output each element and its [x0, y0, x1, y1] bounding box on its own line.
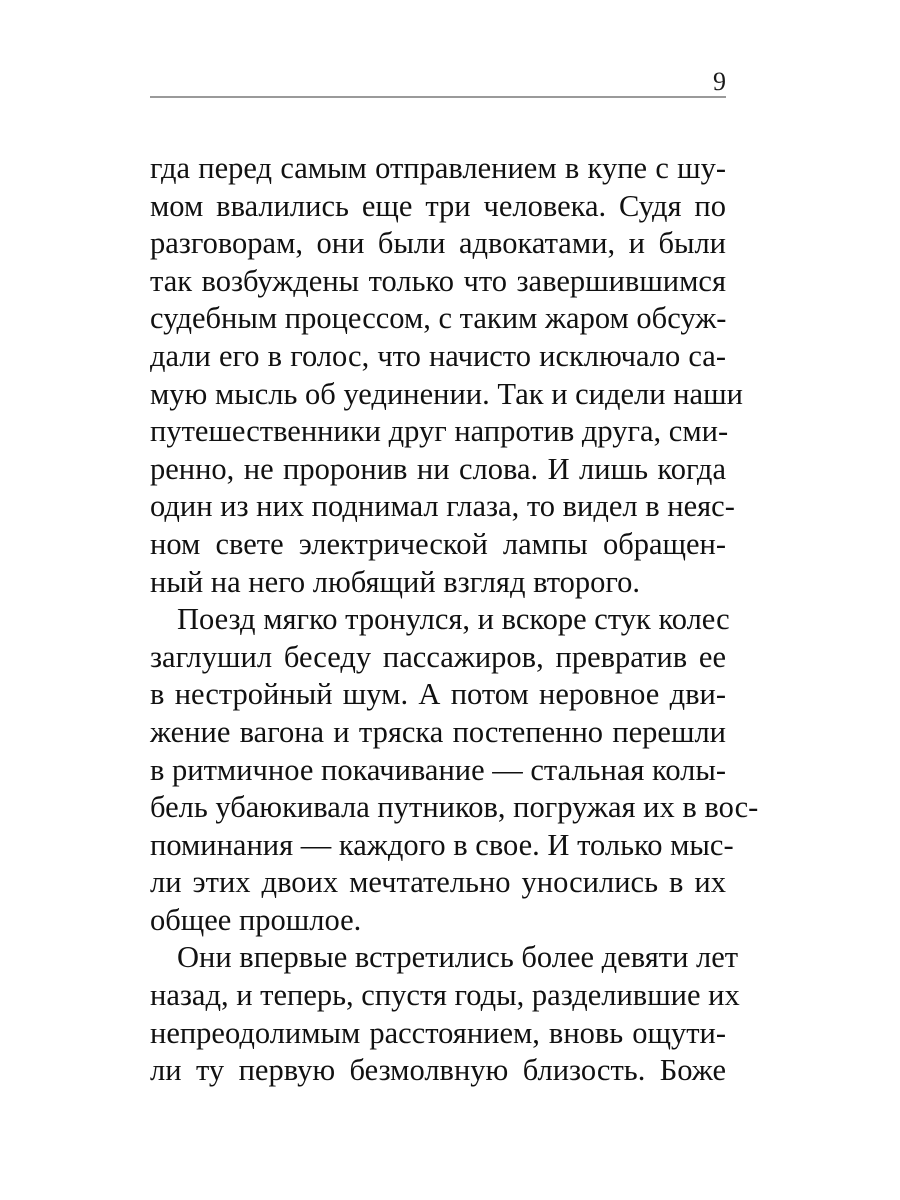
- text-line: в ритмичное покачивание — стальная колы-: [150, 752, 727, 787]
- text-line: путешественники друг напротив друга, сми-: [150, 414, 729, 449]
- text-line: ли ту первую безмолвную близость. Боже: [150, 1053, 726, 1088]
- paragraph-1: [150, 150, 743, 601]
- text-line: заглушил беседу пассажиров, превратив ее: [150, 639, 726, 674]
- text-line: непреодолимым расстоянием, вновь ощути-: [150, 1015, 726, 1050]
- body-text: [150, 150, 759, 1090]
- text-line: общее прошлое.: [150, 902, 362, 937]
- text-line: один из них поднимал глаза, то видел в неяс-: [150, 489, 735, 524]
- running-header: [150, 66, 726, 100]
- text-line: ном свете электрической лампы обращен-: [150, 526, 726, 561]
- text-line: мом ввалились еще три человека. Судя по: [150, 188, 726, 223]
- text-line: ный на него любящий взгляд второго.: [150, 564, 641, 599]
- text-line: бель убаюкивала путников, погружая их в вос-: [150, 790, 759, 825]
- text-line: поминания — каждого в свое. И только мыс-: [150, 827, 734, 862]
- text-line: в нестройный шум. А потом неровное дви-: [150, 677, 726, 712]
- text-line: так возбуждены только что завершившимся: [150, 263, 726, 298]
- page-number: 9: [713, 67, 726, 96]
- text-line: жение вагона и тряска постепенно перешли: [150, 714, 726, 749]
- text-line: назад, и теперь, спустя годы, разделившие их: [150, 978, 740, 1013]
- text-line: разговорам, они были адвокатами, и были: [150, 226, 726, 261]
- text-line: ренно, не проронив ни слова. И лишь когда: [150, 451, 726, 486]
- paragraph-3: [150, 939, 740, 1089]
- paragraph-2: [150, 601, 759, 939]
- text-line: мую мысль об уединении. Так и сидели наши: [150, 376, 743, 411]
- text-line: Они впервые встретились более девяти лет: [177, 940, 739, 975]
- header-rule: [150, 96, 726, 98]
- text-line: гда перед самым отправлением в купе с шу-: [150, 151, 726, 185]
- text-line: дали его в голос, что начисто исключало са-: [150, 338, 726, 373]
- text-line: ли этих двоих мечтательно уносились в их: [150, 865, 726, 900]
- text-line: судебным процессом, с таким жаром обсуж-: [150, 301, 727, 336]
- text-line: Поезд мягко тронулся, и вскоре стук колес: [177, 602, 730, 637]
